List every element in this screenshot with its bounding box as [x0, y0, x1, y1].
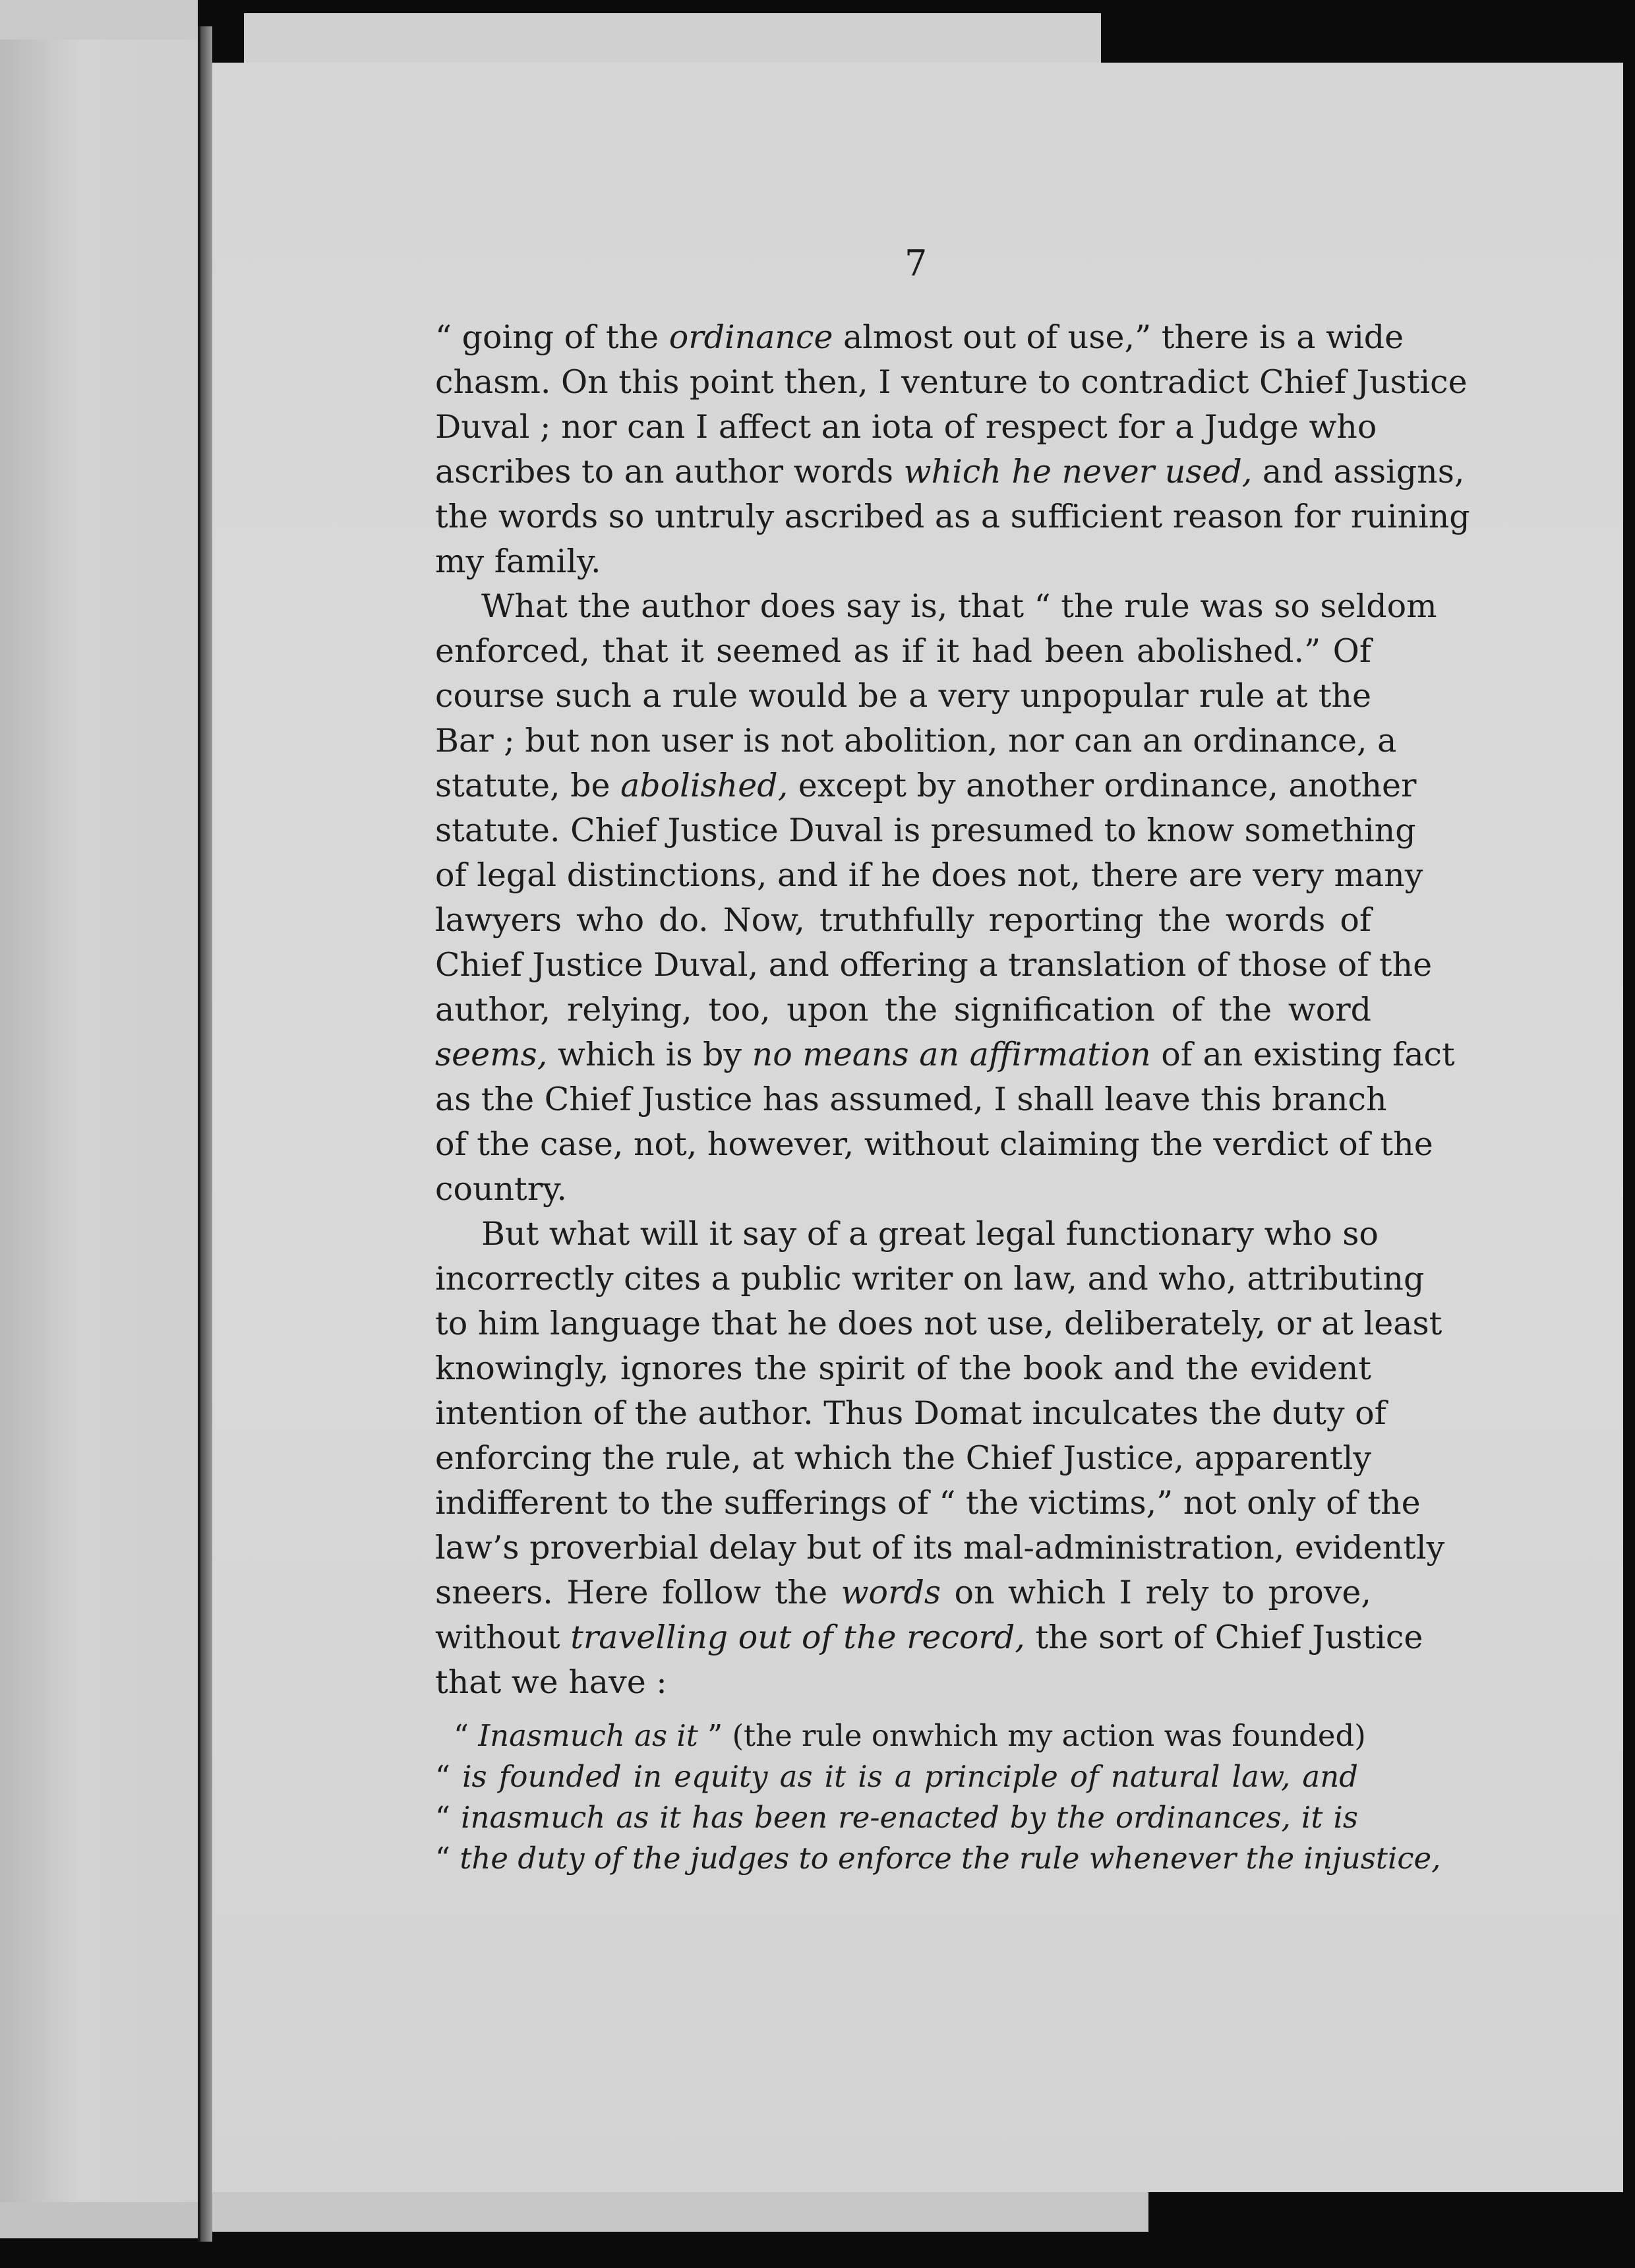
text-line: without travelling out of the record, the sort of Chief Justice: [435, 1619, 1423, 1656]
text-line: statute. Chief Justice Duval is presumed to know something: [435, 812, 1416, 849]
gutter-shadow: [200, 26, 212, 2242]
text-line: country.: [435, 1170, 567, 1208]
text-line: course such a rule would be a very unpopular rule at the: [435, 677, 1371, 715]
text-line: ascribes to an author words which he never used, and assigns,: [435, 453, 1465, 491]
text-line: enforced, that it seemed as if it had been abolished.” Of: [435, 632, 1371, 670]
text-line: Duval ; nor can I affect an iota of respect for a Judge who: [435, 408, 1377, 446]
text-line: sneers. Here follow the words on which I rely to prove,: [435, 1574, 1372, 1611]
text-line: of the case, not, however, without claiming the verdict of the: [435, 1125, 1433, 1163]
text-line: the words so untruly ascribed as a sufficient reason for ruining: [435, 498, 1470, 535]
text-line: statute, be abolished, except by another ordinance, another: [435, 767, 1417, 804]
page-number: 7: [905, 243, 928, 284]
text-line: “ going of the ordinance almost out of use,” there is a wide: [435, 318, 1404, 356]
quote-line: “ Inasmuch as it ” (the rule onwhich my action was founded): [454, 1718, 1366, 1753]
text-line: my family.: [435, 543, 601, 580]
text-line: chasm. On this point then, I venture to contradict Chief Justice: [435, 363, 1468, 401]
text-line: law’s proverbial delay but of its mal-administration, evidently: [435, 1529, 1445, 1567]
text-line: to him language that he does not use, deliberately, or at least: [435, 1305, 1442, 1342]
paragraph: [435, 315, 1470, 584]
facing-page-bottom-edge: [0, 2202, 198, 2238]
text-line: Bar ; but non user is not abolition, nor can an ordinance, a: [435, 722, 1397, 760]
page-bottom-edge: [212, 2192, 1148, 2232]
text-line: knowingly, ignores the spirit of the book and the evident: [435, 1350, 1371, 1387]
page-top-edge: [244, 13, 1101, 67]
text-line: lawyers who do. Now, truthfully reporting the words of: [435, 901, 1371, 939]
facing-page-edge: [0, 32, 198, 2227]
text-line: that we have :: [435, 1663, 667, 1701]
paragraph: [435, 584, 1455, 1212]
text-line: indifferent to the sufferings of “ the victims,” not only of the: [435, 1484, 1421, 1522]
text-line: incorrectly cites a public writer on law, and who, attributing: [435, 1260, 1425, 1298]
text-line: Chief Justice Duval, and offering a translation of those of the: [435, 946, 1433, 984]
text-line: seems, which is by no means an affirmation of an existing fact: [435, 1036, 1455, 1073]
quote-line: “ inasmuch as it has been re-enacted by the ordinances, it is: [435, 1800, 1358, 1835]
quote-line: “ the duty of the judges to enforce the rule whenever the injustice,: [435, 1841, 1441, 1876]
text-line: as the Chief Justice has assumed, I shall leave this branch: [435, 1081, 1387, 1118]
block-quote: [435, 1716, 1441, 1879]
text-line: intention of the author. Thus Domat inculcates the duty of: [435, 1394, 1386, 1432]
text-line: enforcing the rule, at which the Chief Justice, apparently: [435, 1439, 1371, 1477]
facing-page-top-edge: [0, 0, 198, 40]
text-line: author, relying, too, upon the signification of the word: [435, 991, 1371, 1029]
text-line: But what will it say of a great legal functionary who so: [481, 1215, 1379, 1253]
text-line: What the author does say is, that “ the rule was so seldom: [481, 587, 1437, 625]
quote-line: “ is founded in equity as it is a principle of natural law, and: [435, 1759, 1358, 1794]
body-text: [435, 315, 1470, 1705]
text-line: of legal distinctions, and if he does not, there are very many: [435, 856, 1423, 894]
paragraph: [435, 1212, 1445, 1705]
